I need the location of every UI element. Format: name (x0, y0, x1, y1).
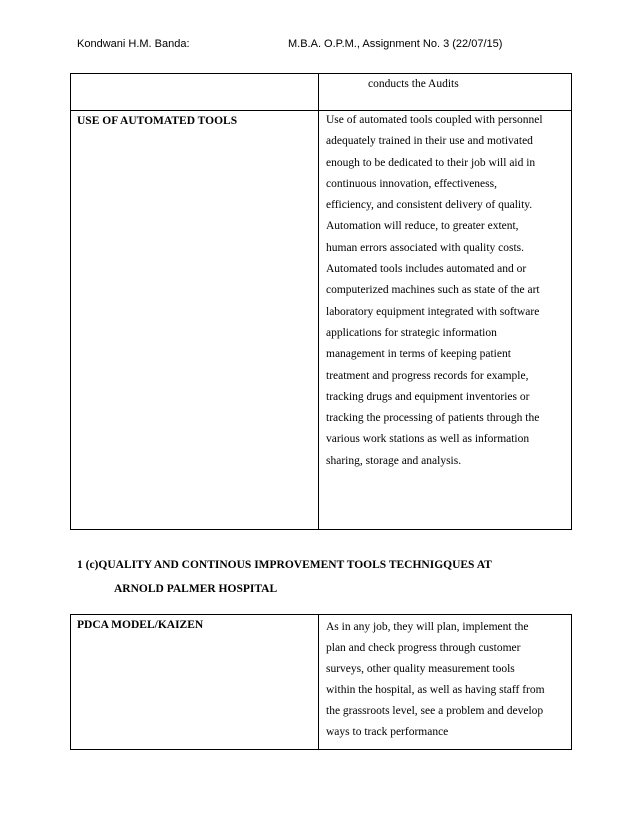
page-header (77, 38, 503, 50)
text-line: within the hospital, as well as having staff from (326, 684, 545, 696)
description-cell (319, 615, 572, 750)
continued-text-cell (319, 74, 572, 111)
text-line: plan and check progress through customer (326, 642, 521, 654)
section-heading-line-2: ARNOLD PALMER HOSPITAL (114, 583, 278, 595)
text-line: various work stations as well as information (326, 433, 530, 446)
section-heading (77, 555, 492, 599)
text-line: continuous innovation, effectiveness, (326, 177, 497, 190)
text-line: tracking drugs and equipment inventories or (326, 390, 530, 403)
automated-tools-description (319, 111, 571, 473)
text-line: ways to track performance (326, 726, 449, 738)
author-name: Kondwani H.M. Banda: (77, 38, 190, 50)
continued-text: conducts the Audits (368, 78, 459, 90)
text-line: the grassroots level, see a problem and develop (326, 705, 544, 717)
table-row (71, 74, 572, 111)
row-label-pdca-kaizen: PDCA MODEL/KAIZEN (77, 619, 204, 631)
description-cell (319, 111, 572, 530)
course-assignment-info: M.B.A. O.P.M., Assignment No. 3 (22/07/15) (288, 38, 503, 50)
text-line: Automated tools includes automated and or (326, 263, 527, 276)
text-line: Automation will reduce, to greater extent, (326, 220, 519, 233)
row-label-automated-tools: USE OF AUTOMATED TOOLS (77, 115, 238, 127)
text-line: As in any job, they will plan, implement the (326, 621, 529, 633)
text-line: tracking the processing of patients through the (326, 412, 540, 425)
text-line: enough to be dedicated to their job will aid in (326, 156, 536, 169)
text-line: applications for strategic information (326, 326, 497, 339)
section-heading-line-1: 1 (c)QUALITY AND CONTINOUS IMPROVEMENT TOOLS TECHNIGQUES AT (77, 559, 492, 571)
text-line: management in terms of keeping patient (326, 348, 511, 361)
text-line: adequately trained in their use and motivated (326, 135, 533, 148)
text-line: computerized machines such as state of the art (326, 284, 540, 297)
table-row (71, 615, 572, 750)
automated-tools-table (70, 73, 572, 530)
table-row (71, 111, 572, 530)
text-line: human errors associated with quality costs. (326, 241, 525, 254)
text-line: surveys, other quality measurement tools (326, 663, 515, 675)
row-label-cell (71, 111, 319, 530)
empty-label-cell (71, 74, 319, 111)
text-line: efficiency, and consistent delivery of quality. (326, 199, 533, 212)
text-line: treatment and progress records for example, (326, 369, 529, 382)
pdca-kaizen-table (70, 614, 572, 750)
text-line: Use of automated tools coupled with personnel (326, 114, 543, 126)
text-line: sharing, storage and analysis. (326, 454, 462, 467)
text-line: laboratory equipment integrated with software (326, 305, 540, 318)
row-label-cell (71, 615, 319, 750)
pdca-kaizen-description (319, 615, 571, 744)
